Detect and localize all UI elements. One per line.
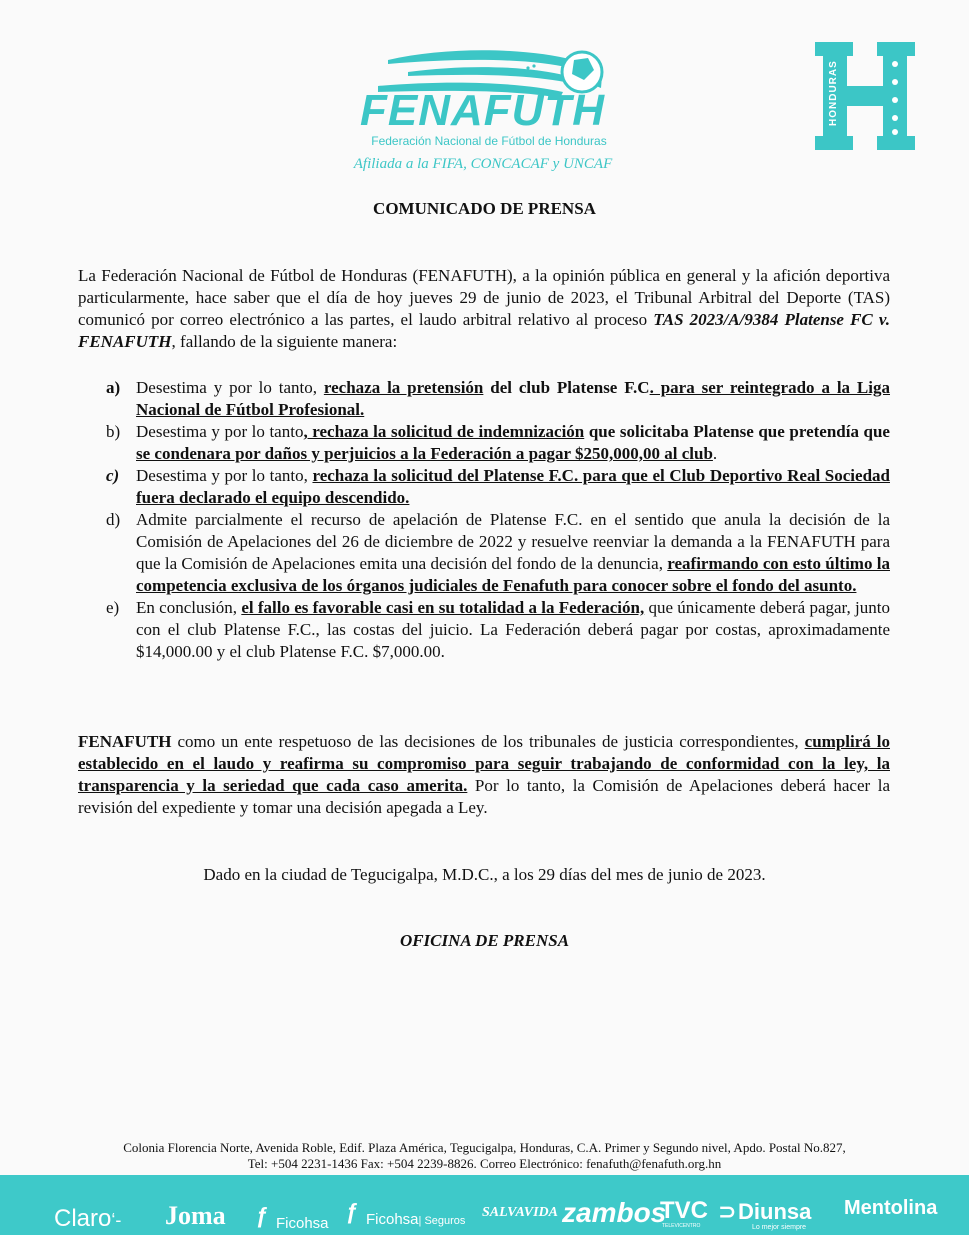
item-marker: a) bbox=[106, 378, 121, 397]
item-bold: , rechaza la solicitud de indemnización bbox=[303, 422, 585, 441]
page-title: COMUNICADO DE PRENSA bbox=[373, 199, 596, 218]
sponsor-zambos: zambos bbox=[562, 1197, 667, 1228]
sponsor-mentolina: Mentolina bbox=[844, 1197, 938, 1219]
list-item bbox=[78, 421, 890, 465]
ficohsa-seguros-icon: ƒ bbox=[346, 1199, 359, 1224]
claro-rays-icon: ‘- bbox=[111, 1210, 122, 1230]
address-line: Colonia Florencia Norte, Avenida Roble, Edif. Plaza América, Tegucigalpa, Honduras, C.A. Primer y Segundo nivel, Apdo. Postal No.827, bbox=[123, 1140, 846, 1155]
item-bold: el fallo es favorable casi en su totalidad a la Federación, bbox=[241, 598, 645, 617]
ficohsa-icon: ƒ bbox=[256, 1203, 269, 1228]
item-text: Desestima y por lo tanto, bbox=[136, 378, 324, 397]
item-text: que únicamente deberá pagar, junto con el club Platense F.C., las costas del juicio. La Federación deberá pagar por costas, aproximadamente $14,000.00 y el club Platense F.C. $7,000.00. bbox=[136, 598, 890, 661]
sponsor-band bbox=[0, 1175, 969, 1235]
sponsor-diunsa: Diunsa bbox=[738, 1199, 812, 1224]
list-item bbox=[78, 377, 890, 421]
list-item bbox=[78, 597, 890, 663]
closing-bold: cumplirá lo establecido en el laudo y reafirma su compromiso para seguir trabajando de conformidad con la ley, la transparencia y la seriedad que cada caso amerita. bbox=[78, 732, 890, 795]
closing-paragraph bbox=[78, 731, 890, 819]
item-text: En conclusión, bbox=[136, 598, 242, 617]
item-marker: e) bbox=[106, 598, 120, 617]
item-text: . bbox=[712, 444, 718, 463]
contact-line: Tel: +504 2231-1436 Fax: +504 2239-8826. Correo Electrónico: fenafuth@fenafuth.org.hn bbox=[247, 1156, 722, 1171]
sponsor-tvc: TVC bbox=[660, 1197, 708, 1224]
item-text: Admite parcialmente el recurso de apelación de Platense F.C. en el sentido que anula la decisión de la Comisión de Apelaciones del 26 de diciembre de 2022 y resuelve reenviar la demanda a la FENAFUTH para que la Comisión de Apelaciones emita una decisión del fondo de la denuncia, bbox=[136, 510, 890, 573]
item-text: del club Platense F.C bbox=[483, 378, 650, 397]
fenafuth-logo bbox=[338, 42, 628, 182]
item-bold: reafirmando con esto último la competencia exclusiva de los órganos judiciales de Fenafuth para conocer sobre el fondo del asunto. bbox=[136, 554, 890, 595]
date-line: Dado en la ciudad de Tegucigalpa, M.D.C., a los 29 días del mes de junio de 2023. bbox=[203, 865, 766, 884]
sponsor-salvavida: SALVAVIDA bbox=[482, 1205, 558, 1220]
ruling-list bbox=[78, 377, 890, 663]
case-number: TAS 2023/A/9384 Platense FC v. FENAFUTH bbox=[78, 310, 891, 351]
closing-text: como un ente respetuoso de las decisiones de los tribunales de justicia correspondientes, bbox=[171, 732, 805, 751]
intro-paragraph bbox=[78, 265, 890, 353]
closing-text: Por lo tanto, la Comisión de Apelaciones deberá hacer la revisión del expediente y tomar una decisión apegada a Ley. bbox=[78, 776, 890, 817]
item-text: Desestima y por lo tanto, bbox=[136, 466, 313, 485]
signature: OFICINA DE PRENSA bbox=[399, 931, 570, 950]
item-bold: se condenara por daños y perjuicios a la Federación a pagar $250,000,00 al club bbox=[136, 444, 713, 463]
sponsor-joma: Joma bbox=[165, 1201, 226, 1230]
tvc-subtitle: TELEVICENTRO bbox=[662, 1223, 701, 1229]
closing-lead: FENAFUTH bbox=[78, 732, 172, 751]
item-bold: rechaza la pretensión bbox=[323, 378, 484, 397]
federation-full-name: Federación Nacional de Fútbol de Honduras bbox=[371, 134, 607, 148]
diunsa-icon: ⊃ bbox=[718, 1199, 737, 1224]
affiliation-text: Afiliada a la FIFA, CONCACAF y UNCAF bbox=[353, 156, 613, 172]
intro-end: , fallando de la siguiente manera: bbox=[171, 332, 398, 351]
item-bold: . para ser reintegrado a la Liga Nacional de Fútbol Profesional. bbox=[136, 378, 890, 419]
honduras-h-logo bbox=[815, 42, 915, 150]
h-side-text: HONDURAS bbox=[828, 60, 839, 126]
sponsor-ficohsa-seguros: Ficohsa| Seguros bbox=[366, 1211, 466, 1228]
list-item bbox=[78, 465, 890, 509]
sponsor-ficohsa: Ficohsa bbox=[276, 1215, 329, 1232]
item-text: Desestima y por lo tanto bbox=[136, 422, 304, 441]
list-item bbox=[78, 509, 890, 597]
footer-address bbox=[0, 1140, 969, 1172]
sponsor-claro: Claro‘- bbox=[54, 1205, 122, 1232]
item-bold: rechaza la solicitud del Platense F.C. para que el Club Deportivo Real Sociedad fuera declarado el equipo descendido. bbox=[136, 466, 890, 507]
diunsa-subtitle: Lo mejor siempre bbox=[752, 1224, 807, 1231]
item-marker: c) bbox=[106, 466, 120, 485]
fenafuth-wordmark: FENAFUTH bbox=[360, 86, 606, 135]
item-text: que solicitaba Platense que pretendía que bbox=[584, 422, 890, 441]
intro-text: La Federación Nacional de Fútbol de Honduras (FENAFUTH), a la opinión pública en general y la afición deportiva particularmente, hace saber que el día de hoy jueves 29 de junio de 2023, el Tribunal Arbitral del Deporte (TAS) comunicó por correo electrónico a las partes, el laudo arbitral relativo al proceso bbox=[78, 266, 890, 329]
item-marker: d) bbox=[106, 510, 121, 529]
item-marker: b) bbox=[106, 422, 121, 441]
